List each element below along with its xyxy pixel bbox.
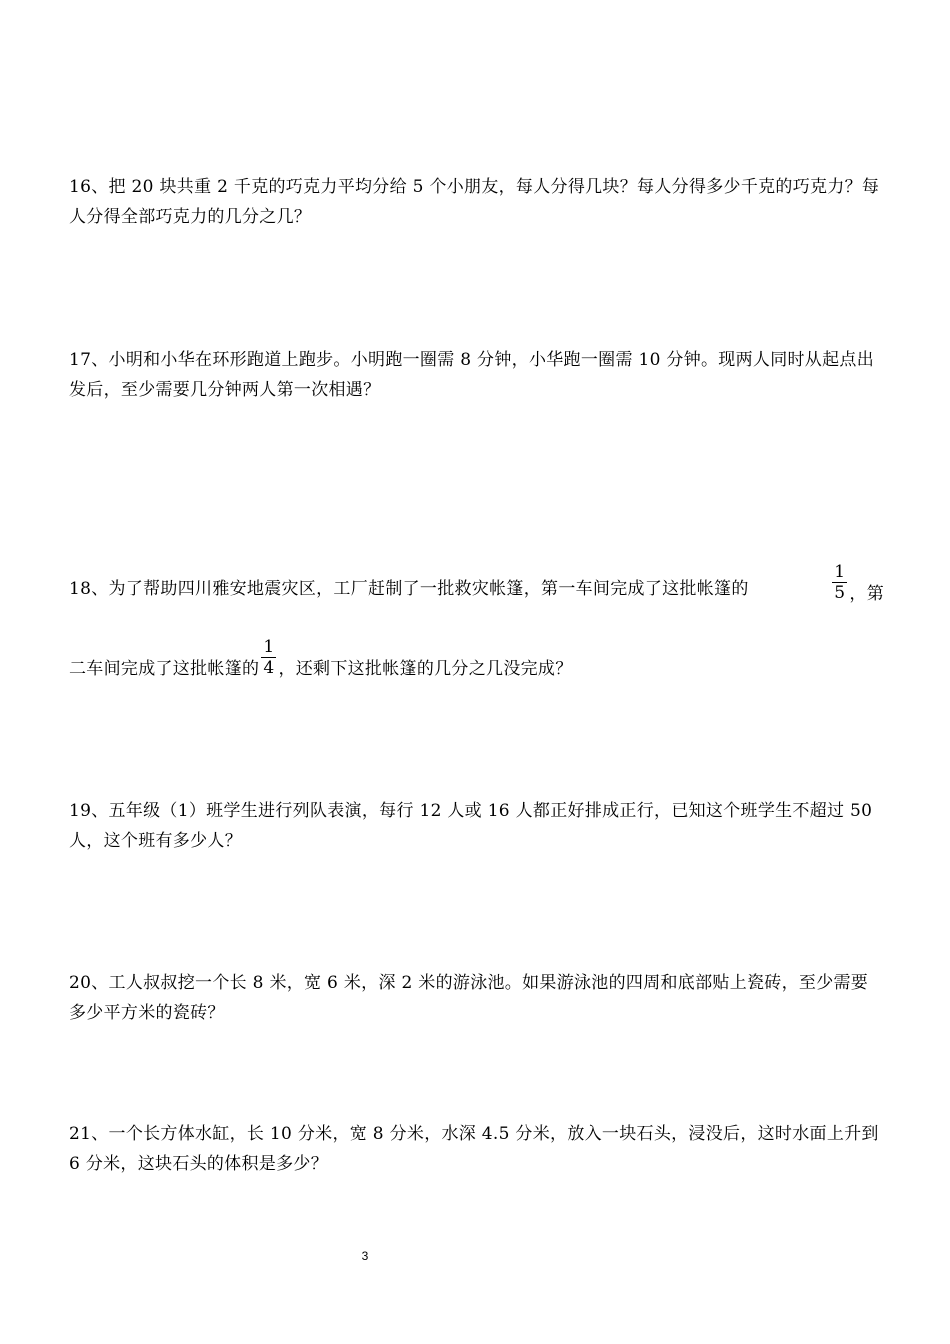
question-18-text-part2: ，第	[849, 584, 884, 604]
question-18-text-part4: ，还剩下这批帐篷的几分之几没完成？	[278, 659, 573, 679]
question-18-line-2	[69, 637, 573, 690]
fraction-numerator: 1	[263, 637, 275, 657]
question-18-text-part1: 18、为了帮助四川雅安地震灾区，工厂赶制了一批救灾帐篷，第一车间完成了这批帐篷的	[69, 579, 749, 599]
fraction-one-fifth	[832, 562, 847, 603]
question-17: 17、小明和小华在环形跑道上跑步。小明跑一圈需 8 分钟，小华跑一圈需 10 分钟。现两人同时从起点出发后，至少需要几分钟两人第一次相遇？	[69, 350, 874, 400]
fraction-denominator: 4	[263, 658, 275, 678]
question-16: 16、把 20 块共重 2 千克的巧克力平均分给 5 个小朋友，每人分得几块？每人分得多少千克的巧克力？每人分得全部巧克力的几分之几？	[69, 177, 880, 227]
fraction-denominator: 5	[834, 583, 846, 603]
fraction-one-quarter	[261, 637, 276, 678]
page-number: 3	[361, 1249, 369, 1263]
question-19: 19、五年级（1）班学生进行列队表演，每行 12 人或 16 人都正好排成正行，已知这个班学生不超过 50 人，这个班有多少人？	[69, 801, 873, 851]
question-18-line-1	[69, 562, 884, 604]
question-21: 21、一个长方体水缸，长 10 分米，宽 8 分米，水深 4.5 分米，放入一块石头，浸没后，这时水面上升到 6 分米，这块石头的体积是多少？	[69, 1124, 879, 1174]
question-20: 20、工人叔叔挖一个长 8 米，宽 6 米，深 2 米的游泳池。如果游泳池的四周和底部贴上瓷砖，至少需要多少平方米的瓷砖？	[69, 973, 869, 1023]
question-18-text-part3: 二车间完成了这批帐篷的	[69, 659, 260, 679]
fraction-numerator: 1	[834, 562, 846, 582]
